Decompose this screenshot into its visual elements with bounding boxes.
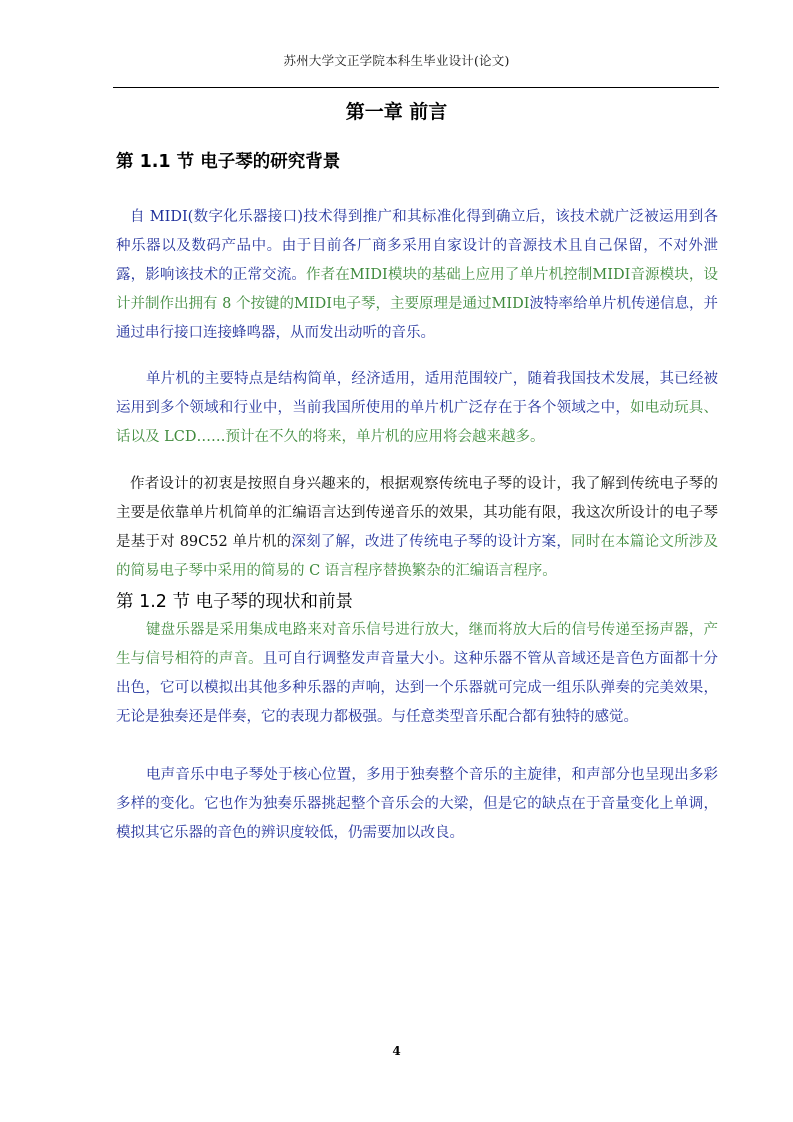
paragraph-segment: 如电动玩具、话以及 LCD……预计在不久的将来，单片机的应用将会越来越多。	[116, 400, 718, 445]
page-number: 4	[392, 1044, 401, 1058]
paragraph-segment: 且可自行调整发声音量大小。这种乐器不管从音域还是音色方面都十分出色，它可以模拟出其他多种乐器的声响，达到一个乐器就可完成一组乐队弹奏的完美效果，无论是独奏还是伴奏，它的表现力都极强。与任意类型音乐配合都有独特的感觉。	[116, 651, 718, 725]
paragraph-segment: 波特率给单片机传递信息，并通过串行接口连接蜂鸣器，从而发出动听的音乐。	[116, 296, 718, 341]
paragraph-segment: 深刻了解，改进了传统电子琴的设计方案，	[291, 534, 572, 550]
page-header: 苏州大学文正学院本科生毕业设计(论文)	[283, 53, 510, 68]
paragraph-keyboard-instruments	[116, 616, 718, 732]
paragraph-segment: 单片机的主要特点是结构简单，经济适用，适用范围较广，随着我国技术发展，其已经被运用到多个领域和行业中，当前我国所使用的单片机广泛存在于各个领域之中，	[116, 371, 718, 416]
paragraph-segment: 作者在MIDI模块的基础上应用了单片机控制MIDI音源模块，设计并制作出拥有 8 个按键的MIDI电子琴，主要原理是通过MIDI	[116, 267, 719, 312]
paragraph-mcu-features	[116, 365, 718, 452]
paragraph-segment: 同时在本篇论文所涉及的简易电子琴中采用的简易的 C 语言程序替换繁杂的汇编语言程序。	[116, 534, 719, 579]
section-heading-1-2: 第 1.2 节 电子琴的现状和前景	[116, 592, 354, 612]
header-rule	[113, 87, 719, 88]
paragraph-design-motivation	[116, 470, 718, 586]
paragraph-midi-background	[116, 203, 718, 348]
chapter-title: 第一章 前言	[345, 101, 448, 123]
paragraph-segment: 作者设计的初衷是按照自身兴趣来的，根据观察传统电子琴的设计，我了解到传统电子琴的主要是依靠单片机简单的汇编语言达到传递音乐的效果，其功能有限，我这次所设计的电子琴是基于对 89C52 单片机的	[116, 476, 718, 550]
section-heading-1-1: 第 1.1 节 电子琴的研究背景	[116, 152, 341, 172]
paragraph-electronic-keyboard-role	[116, 761, 718, 848]
paragraph-segment: 电声音乐中电子琴处于核心位置，多用于独奏整个音乐的主旋律，和声部分也呈现出多彩多样的变化。它也作为独奏乐器挑起整个音乐会的大梁，但是它的缺点在于音量变化上单调，模拟其它乐器的音色的辨识度较低，仍需要加以改良。	[116, 767, 718, 841]
paragraph-segment: 键盘乐器是采用集成电路来对音乐信号进行放大，继而将放大后的信号传递至扬声器，产生与信号相符的声音。	[116, 622, 718, 667]
paragraph-segment: 自 MIDI(数字化乐器接口)技术得到推广和其标准化得到确立后，该技术就广泛被运用到各种乐器以及数码产品中。由于目前各厂商多采用自家设计的音源技术且自己保留，不对外泄露，影响该技术的正常交流。	[116, 209, 718, 283]
